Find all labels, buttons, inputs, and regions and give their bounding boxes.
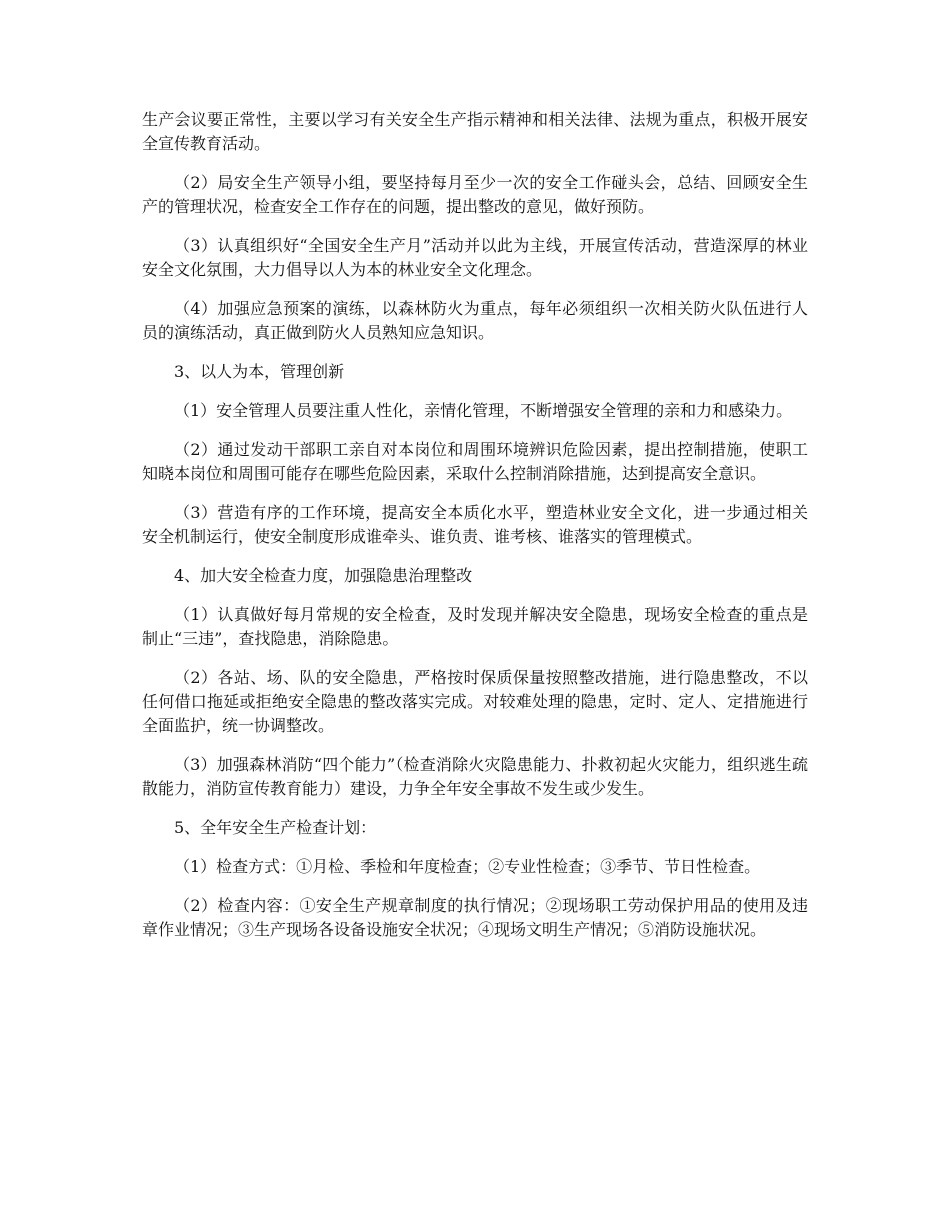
paragraph-item: （2）通过发动干部职工亲自对本岗位和周围环境辨识危险因素，提出控制措施，使职工知晓本岗位和周围可能存在哪些危险因素，采取什么控制消除措施，达到提高安全意识。 [142,440,808,483]
paragraph-item: （2）各站、场、队的安全隐患，严格按时保质保量按照整改措施，进行隐患整改，不以任何借口拖延或拒绝安全隐患的整改落实完成。对较难处理的隐患，定时、定人、定措施进行全面监护，统一协调整改。 [142,668,808,735]
paragraph-item: （1）认真做好每月常规的安全检查，及时发现并解决安全隐患，现场安全检查的重点是制止“三违”，查找隐患，消除隐患。 [142,605,808,648]
paragraph-item: （3）加强森林消防“四个能力”（检查消除火灾隐患能力、扑救初起火灾能力，组织逃生疏散能力，消防宣传教育能力）建设，力争全年安全事故不发生或少发生。 [142,755,808,798]
paragraph-item: （3）营造有序的工作环境，提高安全本质化水平，塑造林业安全文化，进一步通过相关安全机制运行，使安全制度形成谁牵头、谁负责、谁考核、谁落实的管理模式。 [142,503,808,546]
paragraph-item: （2）局安全生产领导小组，要坚持每月至少一次的安全工作碰头会，总结、回顾安全生产的管理状况，检查安全工作存在的问题，提出整改的意见，做好预防。 [142,173,808,216]
section-heading: 5、全年安全生产检查计划： [174,818,377,837]
paragraph-item: （3）认真组织好“全国安全生产月”活动并以此为主线，开展宣传活动，营造深厚的林业安全文化氛围，大力倡导以人为本的林业安全文化理念。 [142,236,808,279]
paragraph-item: （1）检查方式：①月检、季检和年度检查；②专业性检查；③季节、节日性检查。 [174,857,761,876]
section-heading: 4、加大安全检查力度，加强隐患治理整改 [174,566,473,585]
section-heading: 3、以人为本，管理创新 [174,362,345,381]
paragraph-item: （4）加强应急预案的演练，以森林防火为重点，每年必须组织一次相关防火队伍进行人员的演练活动，真正做到防火人员熟知应急知识。 [142,299,808,342]
paragraph-item: （1）安全管理人员要注重人性化，亲情化管理，不断增强安全管理的亲和力和感染力。 [174,401,793,420]
paragraph-continuation: 生产会议要正常性，主要以学习有关安全生产指示精神和相关法律、法规为重点，积极开展安全宣传教育活动。 [142,110,808,153]
paragraph-item: （2）检查内容：①安全生产规章制度的执行情况；②现场职工劳动保护用品的使用及违章作业情况；③生产现场各设备设施安全状况；④现场文明生产情况；⑤消防设施状况。 [142,896,808,939]
document-page [142,108,808,957]
